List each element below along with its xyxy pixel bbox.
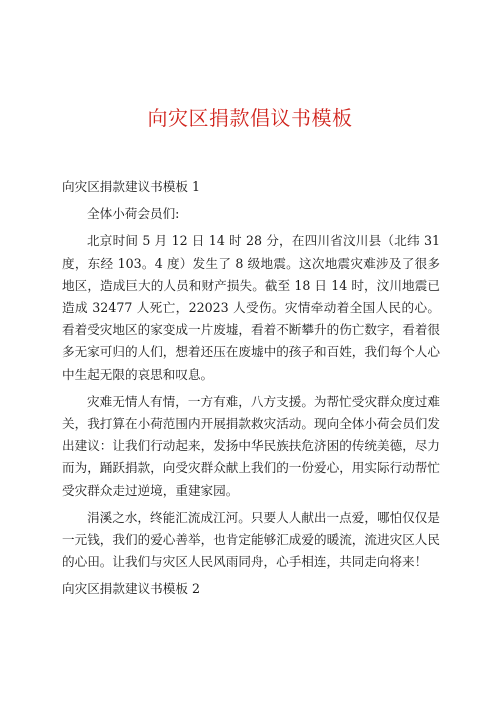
section-heading-1: 向灾区捐款建议书模板 1 xyxy=(62,179,200,194)
paragraph-1: 北京时间 5 月 12 日 14 时 28 分，在四川省汶川县（北纬 31 度，东经 103。4 度）发生了 8 级地震。这次地震灾难涉及了很多地区，造成巨大的人员和财产损失。截至 18 日 14 时，汶川地震已造成 32477 人死亡，22023 人受伤。灾情牵动着全国人民的心。看着受灾地区的家变成一片废墟，看着不断攀升的伤亡数字，看着很多无家可归的人们，想着还压在废墟中的孩子和百姓，我们每个人心中生起无限的哀思和叹息。 xyxy=(62,233,440,382)
document-title: 向灾区捐款倡议书模板 xyxy=(147,106,353,130)
paragraph-2: 灾难无情人有情，一方有难，八方支援。为帮忙受灾群众度过难关，我打算在小荷范围内开展捐款救灾活动。现向全体小荷会员们发出建议：让我们行动起来，发扬中华民族扶危济困的传统美德，尽力而为，踊跃捐款，向受灾群众献上我们的一份爱心，用实际行动帮忙受灾群众走过逆境，重建家园。 xyxy=(62,393,440,498)
greeting: 全体小荷会员们: xyxy=(87,206,180,222)
section-heading-2: 向灾区捐款建议书模板 2 xyxy=(62,581,200,597)
paragraph-3: 涓溪之水，终能汇流成江河。只要人人献出一点爱，哪怕仅仅是一元钱，我们的爱心善举，也肯定能够汇成爱的暖流，流进灾区人民的心田。让我们与灾区人民风雨同舟，心手相连，共同走向将来！ xyxy=(62,509,440,570)
document-body xyxy=(62,176,440,606)
